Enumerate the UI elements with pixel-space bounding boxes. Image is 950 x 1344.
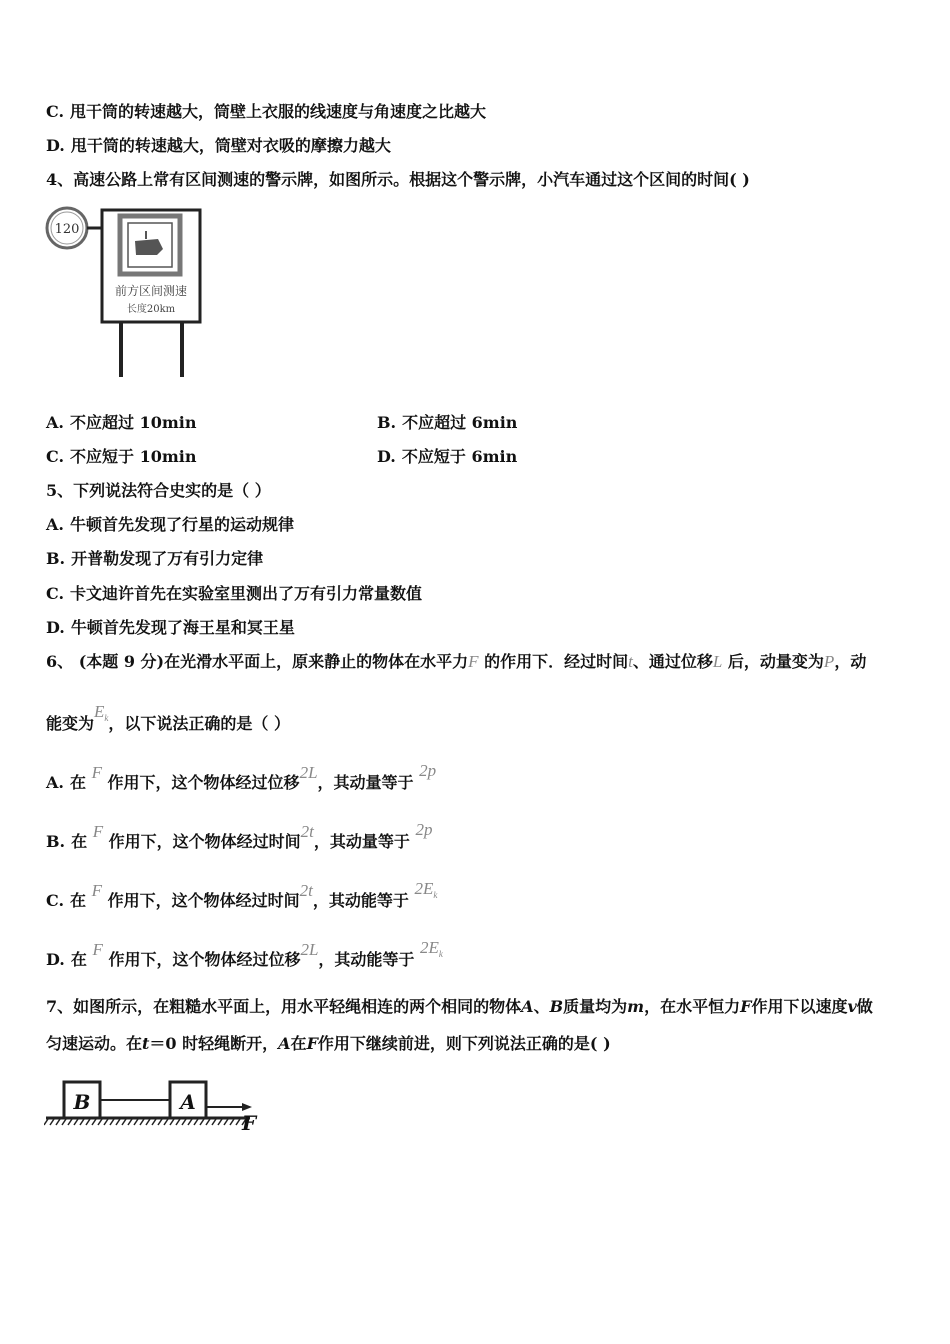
sign-line-1: 前方区间测速	[114, 284, 188, 298]
q3-option-d[interactable]	[46, 136, 391, 156]
hatch-mark	[116, 1119, 120, 1125]
hatch-mark	[176, 1119, 180, 1125]
q7-stem-line-2: 匀速运动。在t＝0 时轻绳断开，A在F作用下继续前进，则下列说法正确的是( )	[46, 1034, 611, 1053]
hatch-mark	[92, 1119, 96, 1125]
hatch-mark	[152, 1119, 156, 1125]
q6-option-d[interactable]: D. 在 F 作用下，这个物体经过位移2L，其动能等于 $2E_k$	[46, 938, 443, 969]
q5-option-b[interactable]	[46, 549, 263, 569]
hatch-mark	[194, 1119, 198, 1125]
q5-option-d[interactable]	[46, 618, 295, 638]
var-force: F	[468, 652, 479, 671]
option-text: 开普勒发现了万有引力定律	[71, 549, 264, 568]
speed-limit-value: 120	[54, 222, 80, 237]
q5-option-c[interactable]	[46, 584, 422, 604]
hatch-mark	[170, 1119, 174, 1125]
option-text: 甩干筒的转速越大，筒壁上衣服的线速度与角速度之比越大	[70, 102, 487, 121]
var-time: t	[628, 652, 633, 671]
arrow-head	[242, 1103, 252, 1111]
option-label: B.	[46, 549, 66, 568]
hatch-mark	[140, 1119, 144, 1125]
var-kinetic-energy: $E_k$	[94, 702, 109, 723]
hatch-mark	[122, 1119, 126, 1125]
q4-option-d[interactable]	[377, 447, 517, 467]
option-label: D.	[377, 447, 396, 466]
hatch-mark	[62, 1119, 66, 1125]
hatch-mark	[182, 1119, 186, 1125]
hatch-mark	[86, 1119, 90, 1125]
camera-icon	[135, 239, 163, 255]
option-label: A.	[46, 515, 64, 534]
hatch-mark	[236, 1119, 240, 1125]
option-text: 不应超过 6min	[402, 413, 518, 432]
speed-sign-figure	[44, 203, 214, 383]
hatch-mark	[200, 1119, 204, 1125]
q4-option-b[interactable]	[377, 413, 517, 433]
option-label: A.	[46, 413, 64, 432]
option-label: D.	[46, 136, 65, 155]
hatch-mark	[206, 1119, 210, 1125]
option-text: 牛顿首先发现了行星的运动规律	[69, 515, 294, 534]
ground-hatch	[44, 1119, 246, 1125]
hatch-mark	[98, 1119, 102, 1125]
q6-stem-line-1: 6、 (本题 9 分)在光滑水平面上，原来静止的物体在水平力F 的作用下．经过时间t、通过位移L 后，动量变为P，动	[46, 652, 867, 671]
option-label: C.	[46, 584, 65, 603]
sign-line-2: 长度20km	[126, 304, 176, 315]
hatch-mark	[74, 1119, 78, 1125]
block-b-label: B	[73, 1090, 91, 1114]
option-label: D.	[46, 618, 65, 637]
option-text: 牛顿首先发现了海王星和冥王星	[70, 618, 295, 637]
hatch-mark	[80, 1119, 84, 1125]
hatch-mark	[128, 1119, 132, 1125]
hatch-mark	[134, 1119, 138, 1125]
option-label: B.	[377, 413, 397, 432]
q6-option-c[interactable]: C. 在 F 作用下，这个物体经过时间2t，其动能等于 $2E_k$	[46, 879, 438, 910]
force-label: F	[242, 1111, 257, 1134]
block-a-label: A	[180, 1090, 196, 1114]
var-momentum: P	[823, 652, 835, 671]
var-displacement: L	[712, 652, 723, 671]
q4-stem: 4、高速公路上常有区间测速的警示牌，如图所示。根据这个警示牌，小汽车通过这个区间的时间( )	[46, 170, 750, 189]
hatch-mark	[44, 1119, 48, 1125]
q5-stem: 5、下列说法符合史实的是（ ）	[46, 481, 271, 500]
hatch-mark	[230, 1119, 234, 1125]
option-text: 不应短于 10min	[70, 447, 197, 466]
hatch-mark	[50, 1119, 54, 1125]
hatch-mark	[110, 1119, 114, 1125]
q6-option-a[interactable]: A. 在 F 作用下，这个物体经过位移2L，其动量等于 2p	[46, 761, 437, 792]
option-text: 甩干筒的转速越大，筒壁对衣吸的摩擦力越大	[70, 136, 391, 155]
q5-option-a[interactable]	[46, 515, 294, 535]
hatch-mark	[158, 1119, 162, 1125]
hatch-mark	[164, 1119, 168, 1125]
option-text: 卡文迪许首先在实验室里测出了万有引力常量数值	[70, 584, 423, 603]
q6-stem-line-2: 能变为$E_k$，以下说法正确的是（ ）	[46, 702, 290, 733]
hatch-mark	[218, 1119, 222, 1125]
q7-stem-line-1: 7、如图所示，在粗糙水平面上，用水平轻绳相连的两个相同的物体A、B质量均为m，在水平恒力F作用下以速度v做	[46, 997, 873, 1016]
q6-option-b[interactable]: B. 在 F 作用下，这个物体经过时间2t，其动量等于 2p	[46, 820, 433, 851]
blocks-figure	[44, 1068, 264, 1134]
q4-option-c[interactable]	[46, 447, 197, 467]
option-text: 不应超过 10min	[69, 413, 197, 432]
option-label: C.	[46, 102, 65, 121]
q4-option-a[interactable]	[46, 413, 196, 433]
hatch-mark	[212, 1119, 216, 1125]
hatch-mark	[188, 1119, 192, 1125]
hatch-mark	[146, 1119, 150, 1125]
option-label: C.	[46, 447, 65, 466]
hatch-mark	[56, 1119, 60, 1125]
hatch-mark	[224, 1119, 228, 1125]
q3-option-c[interactable]	[46, 102, 486, 122]
option-text: 不应短于 6min	[401, 447, 518, 466]
hatch-mark	[104, 1119, 108, 1125]
hatch-mark	[68, 1119, 72, 1125]
